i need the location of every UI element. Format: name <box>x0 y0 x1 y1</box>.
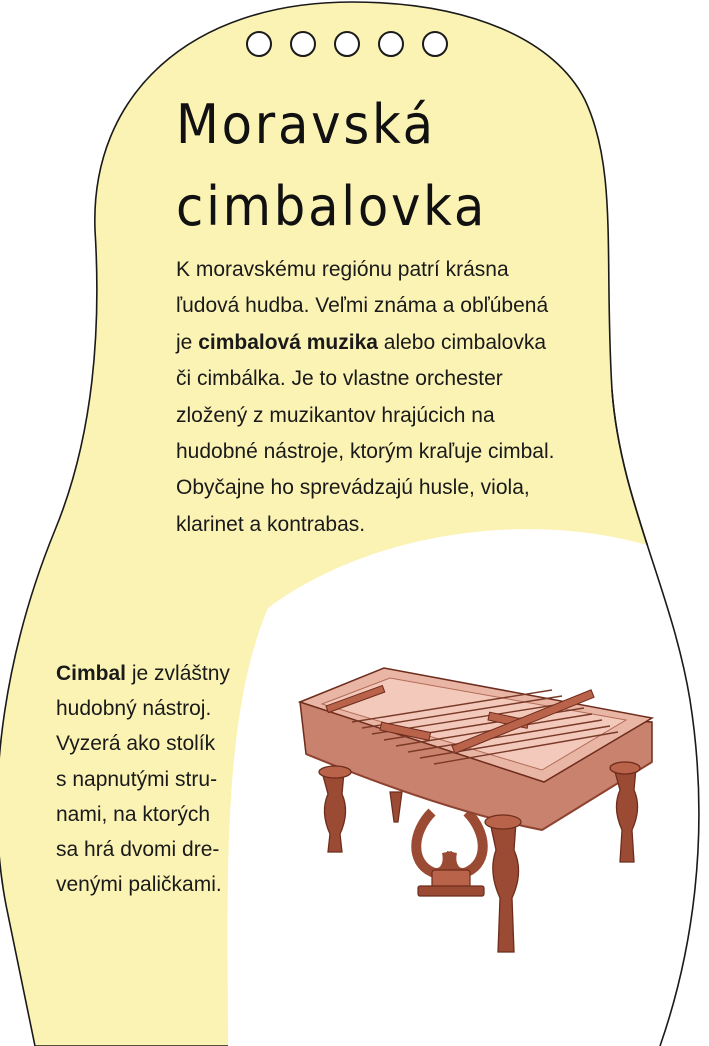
side-line-1-rest: je zvláštny <box>126 662 230 685</box>
page-title <box>176 84 487 248</box>
hole <box>378 31 404 57</box>
side-line: sa hrá dvomi dre- <box>56 838 220 862</box>
pedal-lyre <box>416 812 484 896</box>
title-line-1: Moravská <box>176 93 436 156</box>
cimbal-description <box>56 656 296 902</box>
side-line: venými paličkami. <box>56 873 222 897</box>
side-line: hudobný nástroj. <box>56 697 212 721</box>
side-line: s napnutými stru- <box>56 767 218 791</box>
hole <box>246 31 272 57</box>
hole <box>334 31 360 57</box>
hole <box>290 31 316 57</box>
side-line <box>56 656 296 691</box>
side-bold-term: Cimbal <box>56 662 127 685</box>
side-line: Vyzerá ako stolík <box>56 732 216 756</box>
intro-text-2: alebo cimbalovka či cimbálka. Je to vlastne orchester zložený z muzikantov hrajúcich na hudobné nástroje, ktorým kraľuje cimbal. Obyčajne ho sprevádzajú husle, viola, klarinet a kontrabas. <box>176 330 555 536</box>
title-line-2: cimbalovka <box>176 175 488 238</box>
hanging-holes <box>246 31 448 57</box>
intro-text-1: K moravskému regiónu patrí krásna ľudová hudba. Veľmi známa a obľúbená je <box>176 258 549 354</box>
cimbal-illustration <box>292 662 662 962</box>
side-line: nami, na ktorých <box>56 802 211 826</box>
hole <box>422 31 448 57</box>
intro-bold-term: cimbalová muzika <box>198 330 378 354</box>
intro-paragraph <box>176 252 556 543</box>
